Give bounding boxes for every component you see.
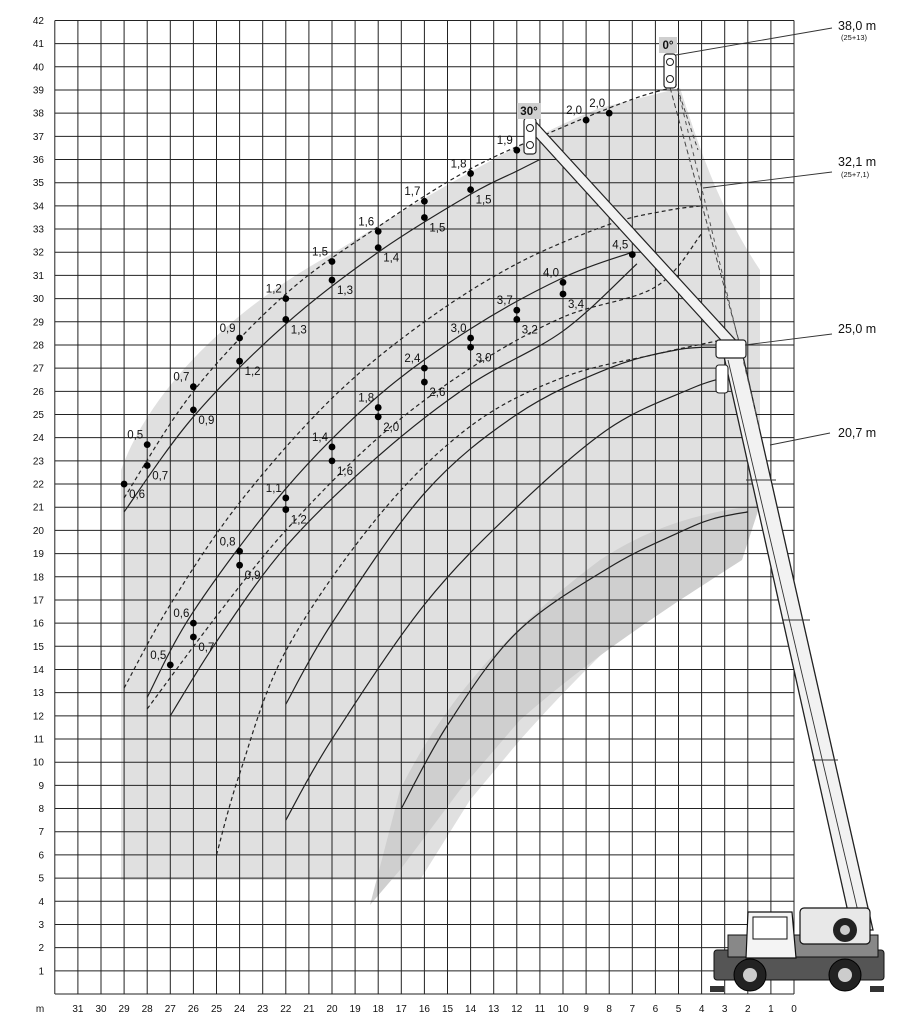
load-point-label: 0,7 <box>173 371 190 384</box>
y-tick-label: 6 <box>38 850 44 862</box>
x-tick-label: 0 <box>791 1004 797 1015</box>
load-point-dot <box>375 413 382 420</box>
crane-vehicle <box>710 908 884 992</box>
load-point-label: 3,0 <box>475 352 492 365</box>
load-point-dot <box>329 258 336 265</box>
load-point-dot <box>467 335 474 342</box>
load-point-dot <box>236 358 243 365</box>
load-point-dot <box>329 277 336 284</box>
boom-length-38: 38,0 m <box>838 19 877 33</box>
boom-length-20: 20,7 m <box>838 426 877 440</box>
y-tick-label: 22 <box>32 479 44 491</box>
y-tick-label: 1 <box>38 966 44 978</box>
load-point-dot <box>629 251 636 258</box>
y-tick-label: 40 <box>32 62 44 74</box>
load-point-dot <box>329 444 336 451</box>
boom-to-label-line <box>770 433 830 445</box>
x-tick-label: 14 <box>465 1004 477 1015</box>
x-tick-label: 17 <box>395 1004 407 1015</box>
y-tick-label: 26 <box>32 386 44 398</box>
load-point-label: 1,4 <box>383 252 400 265</box>
y-tick-label: 3 <box>38 919 44 931</box>
y-tick-label: 36 <box>32 155 44 167</box>
x-tick-label: 11 <box>534 1004 546 1015</box>
y-tick-label: 41 <box>32 39 44 51</box>
x-tick-label: 20 <box>326 1004 338 1015</box>
load-point-label: 1,7 <box>404 186 421 199</box>
load-point-dot <box>421 214 428 221</box>
y-tick-label: 10 <box>32 757 44 769</box>
outrigger-right <box>870 986 884 992</box>
boom-length-32: 32,1 m <box>838 155 877 169</box>
hook-block <box>716 365 728 393</box>
load-point-dot <box>467 344 474 351</box>
load-point-label: 2,6 <box>429 387 446 400</box>
load-point-dot <box>190 383 197 390</box>
load-point-dot <box>190 620 197 627</box>
load-point-label: 0,9 <box>244 570 261 583</box>
y-tick-label: 31 <box>32 270 44 282</box>
x-axis-unit: m <box>35 1004 45 1015</box>
load-point-label: 1,5 <box>475 194 492 207</box>
load-point-dot <box>190 406 197 413</box>
y-tick-label: 7 <box>38 827 44 839</box>
cab-window <box>753 917 787 939</box>
load-point-label: 0,7 <box>198 642 215 655</box>
load-point-dot <box>375 228 382 235</box>
load-point-label: 1,6 <box>337 465 353 478</box>
load-point-label: 0,9 <box>198 414 215 427</box>
load-point-dot <box>282 316 289 323</box>
load-point-label: 2,0 <box>589 98 606 111</box>
y-tick-label: 39 <box>32 85 44 97</box>
y-tick-label: 4 <box>38 896 44 908</box>
y-tick-label: 24 <box>32 433 44 445</box>
load-point-label: 0,5 <box>150 649 167 662</box>
y-tick-label: 11 <box>33 734 44 746</box>
y-tick-label: 42 <box>32 15 44 27</box>
load-point-label: 1,2 <box>265 283 282 296</box>
y-tick-label: 15 <box>32 641 44 653</box>
y-tick-label: 30 <box>32 294 44 306</box>
y-tick-label: 2 <box>38 943 44 955</box>
load-point-label: 3,7 <box>496 295 513 308</box>
y-tick-label: 27 <box>32 363 44 375</box>
wheel-front-hub <box>743 968 757 982</box>
load-point-dot <box>421 365 428 372</box>
x-tick-label: 26 <box>187 1004 199 1015</box>
x-tick-label: 15 <box>441 1004 454 1015</box>
load-point-dot <box>375 404 382 411</box>
load-point-dot <box>167 661 174 668</box>
x-tick-label: 13 <box>488 1004 500 1015</box>
wheel-rear-hub <box>838 968 852 982</box>
jib-pulley <box>667 76 674 83</box>
y-tick-label: 19 <box>32 549 44 561</box>
x-tick-label: 22 <box>280 1004 292 1015</box>
load-point-dot <box>421 379 428 386</box>
x-tick-label: 12 <box>511 1004 523 1015</box>
load-point-label: 1,2 <box>290 514 307 527</box>
load-point-dot <box>606 110 613 117</box>
y-tick-label: 33 <box>32 224 44 236</box>
x-tick-label: 21 <box>303 1004 315 1015</box>
load-point-label: 0,9 <box>219 323 236 336</box>
y-tick-label: 25 <box>32 410 44 421</box>
jib-pulley <box>527 142 534 149</box>
load-point-dot <box>513 307 520 314</box>
load-point-dot <box>282 506 289 513</box>
load-point-dot <box>375 244 382 251</box>
x-tick-label: 28 <box>141 1004 153 1015</box>
y-tick-label: 21 <box>32 502 44 514</box>
load-point-label: 1,8 <box>450 158 467 171</box>
y-tick-label: 38 <box>32 108 44 120</box>
x-tick-label: 29 <box>118 1004 130 1015</box>
x-axis-labels <box>36 1004 797 1015</box>
load-point-label: 1,5 <box>429 222 446 235</box>
y-tick-label: 13 <box>32 688 44 700</box>
load-point-label: 1,3 <box>290 324 307 337</box>
y-tick-label: 32 <box>32 247 44 259</box>
load-point-dot <box>560 291 567 298</box>
y-tick-label: 34 <box>32 201 44 213</box>
x-tick-label: 25 <box>210 1004 223 1015</box>
superstructure-hub <box>840 925 850 935</box>
load-point-label: 0,5 <box>127 429 144 442</box>
callout-38 <box>676 28 832 55</box>
x-tick-label: 31 <box>72 1004 84 1015</box>
load-point-label: 1,8 <box>358 392 375 405</box>
y-axis-labels <box>33 16 45 977</box>
y-tick-label: 9 <box>38 780 44 792</box>
jib-pulley <box>527 125 534 132</box>
load-point-label: 0,7 <box>152 470 169 483</box>
load-point-dot <box>467 186 474 193</box>
y-tick-label: 20 <box>32 525 44 537</box>
callout-32 <box>703 172 832 188</box>
y-tick-label: 5 <box>38 873 44 885</box>
y-tick-label: 28 <box>32 340 44 352</box>
load-point-label: 3,0 <box>450 323 467 336</box>
angle-label-30: 30° <box>520 106 538 118</box>
load-point-dot <box>121 481 128 488</box>
x-tick-label: 4 <box>698 1004 705 1015</box>
load-point-label: 1,2 <box>244 366 261 379</box>
x-tick-label: 30 <box>95 1004 107 1015</box>
load-point-dot <box>144 462 151 469</box>
x-tick-label: 10 <box>557 1004 569 1015</box>
x-tick-label: 3 <box>721 1004 728 1015</box>
jib-pulley <box>667 59 674 66</box>
x-tick-label: 16 <box>418 1004 430 1015</box>
x-tick-label: 2 <box>745 1004 751 1015</box>
y-tick-label: 35 <box>32 178 44 190</box>
load-point-label: 1,5 <box>312 246 328 259</box>
load-point-label: 3,4 <box>568 298 584 311</box>
y-tick-label: 37 <box>32 131 44 143</box>
x-tick-label: 18 <box>372 1004 384 1015</box>
x-tick-label: 7 <box>629 1004 636 1015</box>
load-point-dot <box>282 295 289 302</box>
boom-length-25: 25,0 m <box>838 322 877 336</box>
boom-config-38: (25+13) <box>841 33 868 42</box>
x-tick-label: 27 <box>164 1004 176 1015</box>
load-point-dot <box>421 198 428 205</box>
boom-config-32: (25+7,1) <box>841 170 870 179</box>
load-point-label: 2,0 <box>566 105 583 118</box>
load-point-label: 0,8 <box>219 536 236 549</box>
x-tick-label: 9 <box>583 1004 589 1015</box>
load-point-label: 1,4 <box>312 431 328 444</box>
load-point-dot <box>282 495 289 502</box>
load-point-label: 2,4 <box>404 353 421 366</box>
x-tick-label: 5 <box>675 1004 682 1015</box>
x-tick-label: 6 <box>652 1004 659 1015</box>
angle-label-0: 0° <box>662 40 674 52</box>
y-tick-label: 17 <box>32 595 44 607</box>
load-point-label: 0,6 <box>129 489 146 502</box>
load-point-dot <box>190 634 197 641</box>
x-tick-label: 1 <box>768 1004 774 1015</box>
load-point-label: 1,3 <box>337 285 353 298</box>
y-tick-label: 18 <box>32 572 44 584</box>
load-point-label: 0,6 <box>173 608 190 621</box>
load-point-label: 1,1 <box>265 482 282 495</box>
load-point-dot <box>236 562 243 569</box>
load-point-dot <box>513 316 520 323</box>
boom-head <box>716 340 746 358</box>
y-tick-label: 29 <box>32 317 44 329</box>
load-point-label: 4,5 <box>612 239 629 252</box>
x-tick-label: 19 <box>349 1004 361 1015</box>
load-point-label: 1,9 <box>496 135 513 148</box>
y-tick-label: 14 <box>32 664 44 676</box>
load-point-dot <box>560 279 567 286</box>
load-point-dot <box>144 441 151 448</box>
y-tick-label: 16 <box>32 618 44 630</box>
y-tick-label: 8 <box>38 804 44 816</box>
x-tick-label: 24 <box>234 1004 246 1015</box>
load-point-dot <box>583 117 590 124</box>
load-point-dot <box>236 548 243 555</box>
x-tick-label: 8 <box>606 1004 612 1015</box>
load-point-label: 4,0 <box>543 267 559 280</box>
load-point-label: 2,0 <box>383 421 400 434</box>
load-point-dot <box>467 170 474 177</box>
load-point-dot <box>329 457 336 464</box>
load-point-label: 3,2 <box>521 324 538 337</box>
outrigger-left <box>710 986 724 992</box>
load-point-label: 1,6 <box>358 216 375 229</box>
load-point-dot <box>513 147 520 154</box>
y-tick-label: 12 <box>32 711 44 723</box>
y-tick-label: 23 <box>32 456 44 468</box>
load-point-dot <box>236 335 243 342</box>
x-tick-label: 23 <box>257 1004 269 1015</box>
